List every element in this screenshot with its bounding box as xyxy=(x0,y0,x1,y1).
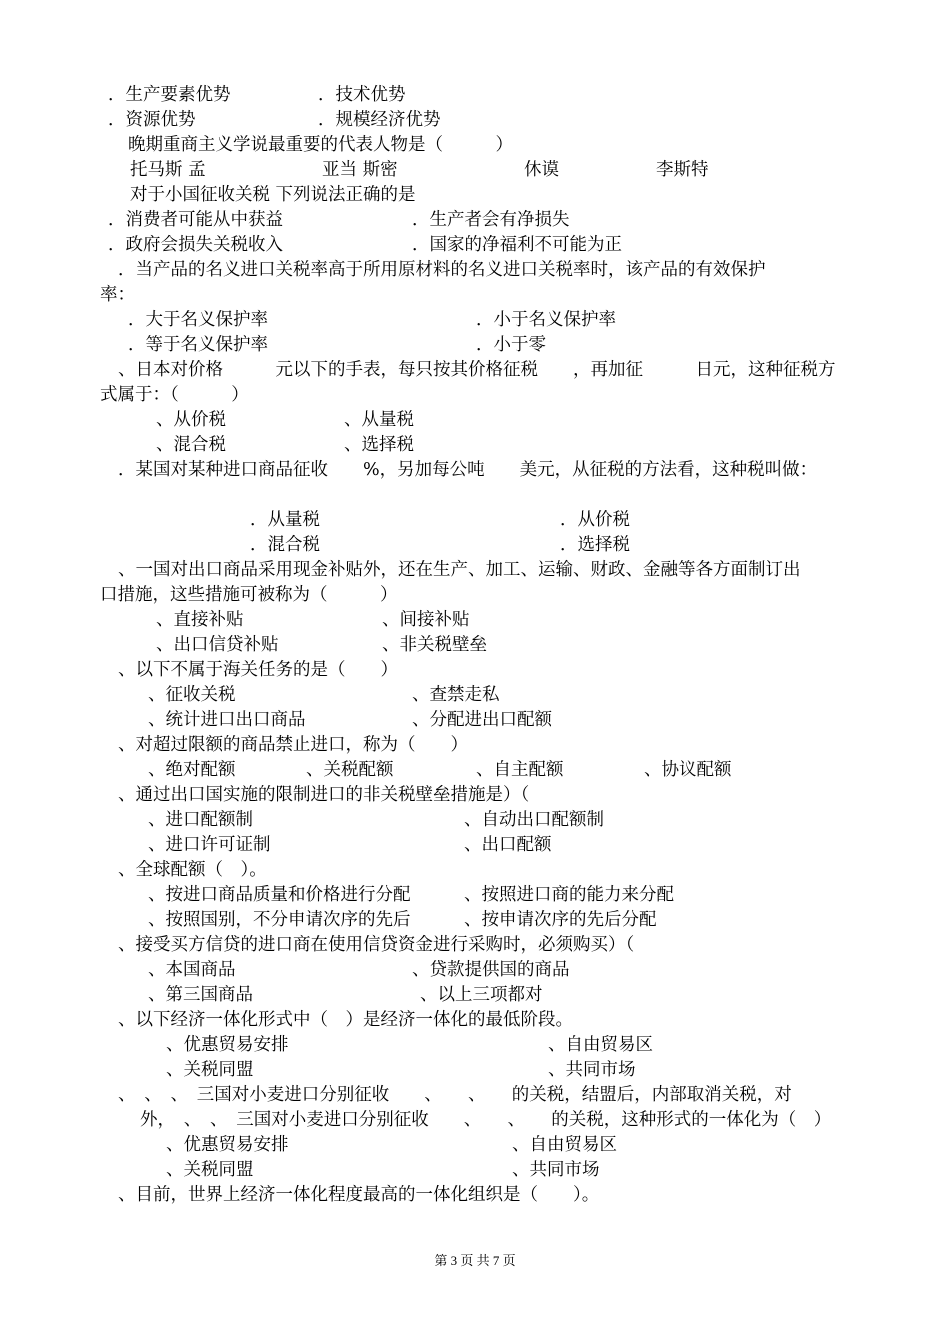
option-text: 、自由贸易区 xyxy=(512,1135,617,1155)
option-text: 、按照国别，不分申请次序的先后 xyxy=(148,910,411,930)
option-text: 、自主配额 xyxy=(476,760,564,780)
option-text: 、共同市场 xyxy=(548,1060,636,1080)
option-text: 、间接补贴 xyxy=(382,610,470,630)
option-text: 、自由贸易区 xyxy=(548,1035,653,1055)
option-text: ．大于名义保护率 xyxy=(128,310,268,330)
option-text: 、贷款提供国的商品 xyxy=(412,960,570,980)
question-text: 、一国对出口商品采用现金补贴外，还在生产、加工、运输、财政、金融等各方面制订出 xyxy=(118,560,801,580)
question-text: 口措施，这些措施可被称为（ ） xyxy=(100,585,398,605)
option-text: 、进口配额制 xyxy=(148,810,253,830)
option-text: 、本国商品 xyxy=(148,960,236,980)
option-text: ．消费者可能从中获益 xyxy=(108,210,283,230)
option-text: ．生产要素优势 xyxy=(108,85,231,105)
option-text: 、按照进口商的能力来分配 xyxy=(464,885,674,905)
option-text: 、关税配额 xyxy=(306,760,394,780)
option-text: 李斯特 xyxy=(656,160,709,180)
option-text: 、出口配额 xyxy=(464,835,552,855)
option-text: 、按申请次序的先后分配 xyxy=(464,910,657,930)
question-text: ．当产品的名义进口关税率高于所用原材料的名义进口关税率时，该产品的有效保护 xyxy=(118,260,766,280)
option-text: 、进口许可证制 xyxy=(148,835,271,855)
option-text: 、按进口商品质量和价格进行分配 xyxy=(148,885,411,905)
option-text: 、关税同盟 xyxy=(166,1060,254,1080)
option-text: 托马斯 孟 xyxy=(130,160,206,180)
question-text: 式属于：（ ） xyxy=(100,385,249,405)
option-text: 、第三国商品 xyxy=(148,985,253,1005)
question-text: ．某国对某种进口商品征收 %，另加每公吨 美元，从征税的方法看，这种税叫做： xyxy=(118,460,818,480)
question-text: 晚期重商主义学说最重要的代表人物是（ ） xyxy=(128,135,513,155)
question-text: 、通过出口国实施的限制进口的非关税壁垒措施是）（ xyxy=(118,785,530,805)
option-text: ．等于名义保护率 xyxy=(128,335,268,355)
option-text: 、混合税 xyxy=(156,435,226,455)
question-text: 、以下不属于海关任务的是（ ） xyxy=(118,660,398,680)
option-text: ．规模经济优势 xyxy=(318,110,441,130)
option-text: 、优惠贸易安排 xyxy=(166,1035,289,1055)
page-footer: 第 3 页 共 7 页 xyxy=(434,1253,516,1268)
option-text: 、非关税壁垒 xyxy=(382,635,487,655)
option-text: ．国家的净福利不可能为正 xyxy=(412,235,622,255)
option-text: ．资源优势 xyxy=(108,110,196,130)
question-text: 、以下经济一体化形式中（ ）是经济一体化的最低阶段。 xyxy=(118,1010,573,1030)
option-text: ．选择税 xyxy=(560,535,630,555)
option-text: 、征收关税 xyxy=(148,685,236,705)
option-text: 、从价税 xyxy=(156,410,226,430)
option-text: 、绝对配额 xyxy=(148,760,236,780)
option-text: 休谟 xyxy=(524,160,559,180)
question-text: 、接受买方信贷的进口商在使用信贷资金进行采购时，必须购买）（ xyxy=(118,935,635,955)
question-text: 率： xyxy=(100,285,135,305)
question-text: 、目前，世界上经济一体化程度最高的一体化组织是（ ）。 xyxy=(118,1185,600,1205)
question-text: 对于小国征收关税 下列说法正确的是 xyxy=(130,185,416,205)
option-text: 、选择税 xyxy=(344,435,414,455)
option-text: 亚当 斯密 xyxy=(322,160,398,180)
option-text: ．技术优势 xyxy=(318,85,406,105)
option-text: ．从量税 xyxy=(250,510,320,530)
option-text: 、查禁走私 xyxy=(412,685,500,705)
option-text: 、自动出口配额制 xyxy=(464,810,604,830)
option-text: ．小于名义保护率 xyxy=(476,310,616,330)
option-text: 、优惠贸易安排 xyxy=(166,1135,289,1155)
question-text: 外， 、 、 三国对小麦进口分别征收 、 、 的关税，这种形式的一体化为（ ） xyxy=(140,1110,832,1130)
option-text: 、共同市场 xyxy=(512,1160,600,1180)
option-text: 、直接补贴 xyxy=(156,610,244,630)
option-text: ．混合税 xyxy=(250,535,320,555)
option-text: ．政府会损失关税收入 xyxy=(108,235,283,255)
option-text: ．从价税 xyxy=(560,510,630,530)
question-text: 、全球配额（ ）。 xyxy=(118,860,267,880)
option-text: 、从量税 xyxy=(344,410,414,430)
question-text: 、 、 、 三国对小麦进口分别征收 、 、 的关税，结盟后，内部取消关税，对 xyxy=(118,1085,792,1105)
option-text: 、分配进出口配额 xyxy=(412,710,552,730)
option-text: ．生产者会有净损失 xyxy=(412,210,570,230)
question-text: 、对超过限额的商品禁止进口，称为（ ） xyxy=(118,735,468,755)
option-text: 、协议配额 xyxy=(644,760,732,780)
option-text: 、统计进口出口商品 xyxy=(148,710,306,730)
option-text: 、关税同盟 xyxy=(166,1160,254,1180)
option-text: ．小于零 xyxy=(476,335,546,355)
option-text: 、出口信贷补贴 xyxy=(156,635,279,655)
option-text: 、以上三项都对 xyxy=(420,985,543,1005)
question-text: 、日本对价格 元以下的手表，每只按其价格征税 ，再加征 日元，这种征税方 xyxy=(118,360,836,380)
